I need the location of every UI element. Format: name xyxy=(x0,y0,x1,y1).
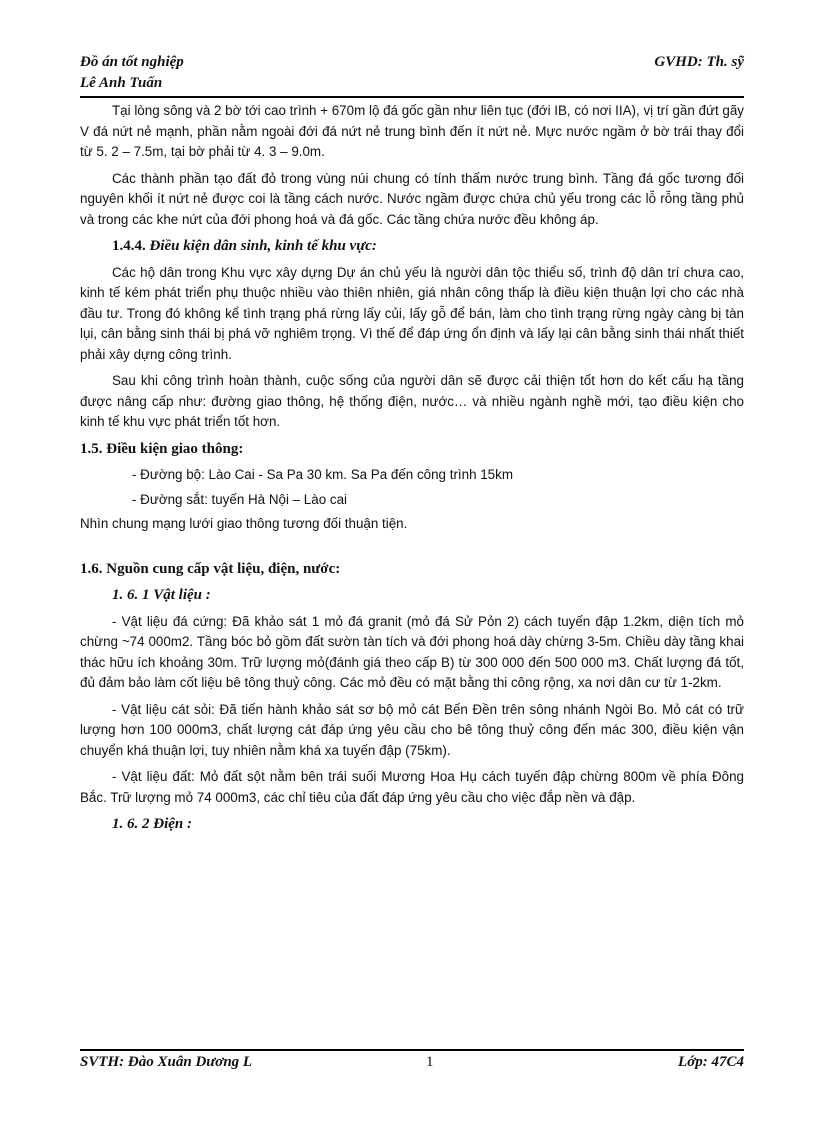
class-label: Lớp: 47C4 xyxy=(678,1054,744,1070)
student-name: SVTH: Đào Xuân Dương L xyxy=(80,1054,253,1070)
paragraph-population: Các hộ dân trong Khu vực xây dựng Dự án chủ yếu là người dân tộc thiểu số, trình độ dân trí chưa cao, kinh tế kém phát triển phụ thuộc nhiều vào thiên nhiên, giá nhân công thấp là điều kiện thuận lợi cho các nhà đầu tư. Trong đó không kể tình trạng phá rừng lấy củi, lấy gỗ để bán, làm cho tình trạng rừng ngày càng bị tàn lụi, cân bằng sinh thái bị phá vỡ nghiêm trọng. Vì thế để đáp ứng ổn định và lấy lại cân bằng sinh thái nhất thiết phải xây dựng công trình. xyxy=(80,264,744,362)
document-title: Đồ án tốt nghiệp xyxy=(80,54,184,70)
section-heading-1-5: 1.5. Điều kiện giao thông: xyxy=(80,440,244,457)
list-item-road: - Đường bộ: Lào Cai - Sa Pa 30 km. Sa Pa đến công trình 15km xyxy=(132,467,513,482)
footer-divider xyxy=(80,1049,744,1051)
header-divider xyxy=(80,96,744,98)
page-content xyxy=(80,101,744,841)
transport-list xyxy=(80,465,744,510)
section-number: 1.4.4. xyxy=(112,238,146,254)
section-heading-1-4-4 xyxy=(112,236,744,257)
paragraph-permeability: Các thành phần tạo đất đỏ trong vùng núi chung có tính thấm nước trung bình. Tầng đá gốc tương đối nguyên khối ít nứt nẻ được coi là tầng cách nước. Nước ngầm được chứa chủ yếu trong các lỗ rỗng tầng phủ và trong các khe nứt của đới phong hoá và đá gốc. Các tầng chứa nước đều không áp. xyxy=(80,170,744,227)
author-name: Lê Anh Tuấn xyxy=(80,75,163,91)
paragraph-after-completion: Sau khi công trình hoàn thành, cuộc sống của người dân sẽ được cải thiện tốt hơn do kết cấu hạ tầng được nâng cấp như: đường giao thông, hệ thống điện, nước… và nhiều ngành nghề mới, tạo điều kiện cho kinh tế khu vực phát triển tốt hơn. xyxy=(80,373,744,429)
section-heading-1-6-2: 1. 6. 2 Điện : xyxy=(112,816,192,832)
page-number: 1 xyxy=(426,1054,434,1070)
section-title: Điều kiện dân sinh, kinh tế khu vực: xyxy=(149,238,377,254)
supervisor-label: GVHD: Th. sỹ xyxy=(654,54,744,70)
page-header xyxy=(80,52,744,94)
spacer xyxy=(80,541,744,555)
section-heading-1-6: 1.6. Nguồn cung cấp vật liệu, điện, nước: xyxy=(80,560,341,577)
paragraph-transport-summary: Nhìn chung mạng lưới giao thông tương đối thuận tiện. xyxy=(80,516,408,531)
paragraph-soil: - Vật liệu đất: Mỏ đất sột nằm bên trái suối Mương Hoa Hụ cách tuyến đập chừng 800m về phía Đông Bắc. Trữ lượng mỏ 74 000m3, các chỉ tiêu của đất đáp ứng yêu cầu cho việc đắp nền và đập. xyxy=(80,769,744,805)
paragraph-geology: Tại lòng sông và 2 bờ tới cao trình + 670m lộ đá gốc gần như liên tục (đới IB, có nơi IIA), vị trí gần đứt gãy V đá nứt nẻ mạnh, phần nằm ngoài đới đá nứt nẻ trung bình đến ít nứt nẻ. Mực nước ngầm ở bờ trái thay đổi từ 5. 2 – 7.5m, tại bờ phải từ 4. 3 – 9.0m. xyxy=(80,103,744,159)
section-heading-1-6-1: 1. 6. 1 Vật liệu : xyxy=(112,587,211,603)
paragraph-hard-rock: - Vật liệu đá cứng: Đã khảo sát 1 mỏ đá granit (mỏ đá Sử Pỏn 2) cách tuyến đập 1.2km, diện tích mỏ chừng ~74 000m2. Tầng bóc bỏ gồm đất sườn tàn tích và đới phong hoá dày chừng 3-5m. Chiều dày tầng khai thác hữu ích khoảng 30m. Trữ lượng mỏ(đánh giá theo cấp B) từ 300 000 đến 500 000 m3. Chất lượng đá tốt, đủ đảm bảo làm cốt liệu bê tông thuỷ công. Các mỏ đều có mặt bằng thi công rộng, xa nơi dân cư từ 1-2km. xyxy=(80,613,744,690)
paragraph-sand-gravel: - Vật liệu cát sỏi: Đã tiến hành khảo sát sơ bộ mỏ cát Bến Đền trên sông nhánh Ngòi Bo. Mỏ cát có trữ lượng hơn 100 000m3, chất lượng cát đáp ứng yêu cầu cho bê tông thuỷ công đến mác 300, điều kiện vận chuyển khá thuận lợi, tuy nhiên nằm khá xa tuyến đập (75km). xyxy=(80,701,744,758)
list-item-rail: - Đường sắt: tuyến Hà Nội – Lào cai xyxy=(132,491,347,507)
